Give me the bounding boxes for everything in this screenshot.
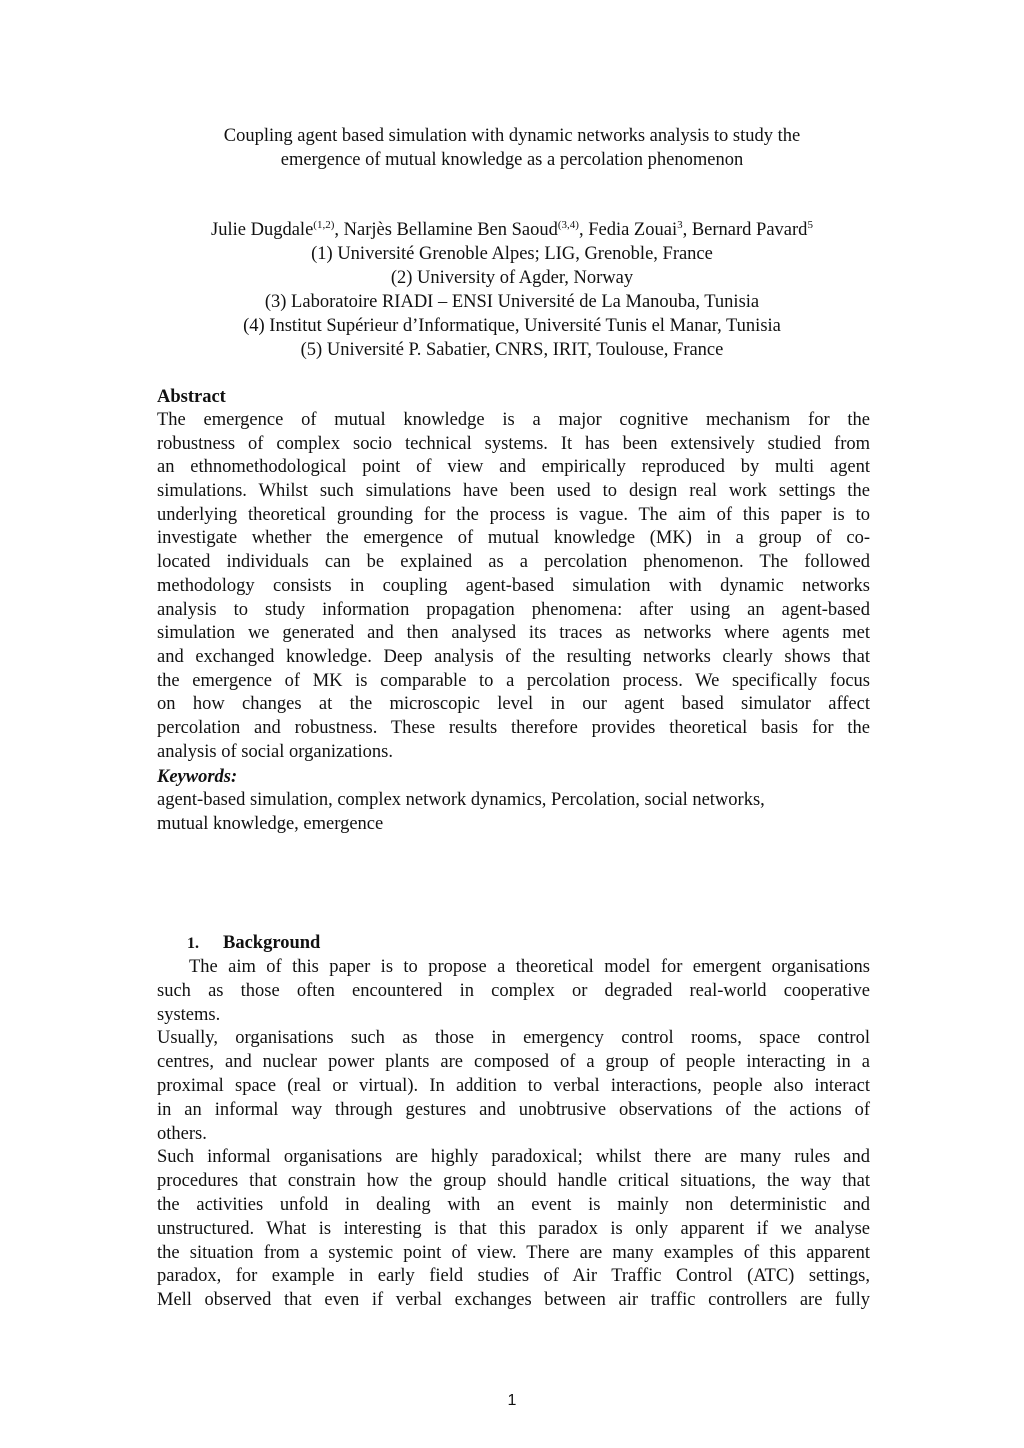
abstract-line: percolation and robustness. These results therefore provides theoretical basis for the (157, 717, 870, 738)
title-line-2: emergence of mutual knowledge as a percolation phenomenon (280, 150, 744, 170)
page-number: 1 (507, 1392, 517, 1409)
body-line: others. (157, 1123, 207, 1144)
abstract-line: located individuals can be explained as a percolation phenomenon. The followed (157, 552, 870, 573)
affiliation-4: (4) Institut Supérieur d’Informatique, Université Tunis el Manar, Tunisia (243, 316, 781, 336)
author-3: , Fedia Zouai (578, 220, 678, 240)
author-4: , Bernard Pavard (682, 220, 808, 240)
affiliation-2: (2) University of Agder, Norway (390, 268, 634, 288)
abstract-heading: Abstract (157, 387, 226, 407)
body-line: The aim of this paper is to propose a theoretical model for emergent organisations (189, 957, 870, 977)
author-block (120, 218, 904, 362)
body-line: proximal space (real or virtual). In addition to verbal interactions, people also interact (157, 1075, 870, 1096)
abstract-line: an ethnomethodological point of view and empirically reproduced by multi agent (157, 457, 870, 478)
author-4-affiliation: 5 (807, 218, 813, 231)
abstract-line: simulation we generated and then analysed its traces as networks where agents met (157, 623, 870, 644)
keywords-line: agent-based simulation, complex network dynamics, Percolation, social networks, (157, 790, 765, 810)
abstract-line: analysis of social organizations. (157, 741, 393, 762)
body-line: procedures that constrain how the group should handle critical situations, the way that (157, 1171, 870, 1192)
body-line: Such informal organisations are highly paradoxical; whilst there are many rules and (157, 1147, 870, 1168)
section-heading (187, 931, 320, 956)
abstract-line: robustness of complex socio technical systems. It has been extensively studied from (157, 433, 870, 454)
body-line: Usually, organisations such as those in emergency control rooms, space control (157, 1028, 870, 1049)
title-line-1: Coupling agent based simulation with dynamic networks analysis to study the (223, 126, 801, 146)
body-line: centres, and nuclear power plants are composed of a group of people interacting in a (157, 1052, 870, 1073)
keywords-heading: Keywords: (157, 767, 238, 787)
abstract-line: on how changes at the microscopic level in our agent based simulator affect (157, 694, 870, 715)
body-line: the situation from a systemic point of view. There are many examples of this apparent (157, 1242, 870, 1263)
abstract-line: methodology consists in coupling agent-based simulation with dynamic networks (157, 575, 870, 596)
abstract-line: analysis to study information propagation phenomena: after using an agent-based (157, 599, 870, 620)
author-list (120, 218, 904, 242)
keywords-line: mutual knowledge, emergence (157, 813, 384, 834)
abstract-line: the emergence of MK is comparable to a percolation process. We specifically focus (157, 670, 870, 691)
paper-title (150, 124, 874, 172)
section-body (157, 956, 870, 1313)
abstract-line: investigate whether the emergence of mutual knowledge (MK) in a group of co- (157, 528, 870, 549)
abstract-line: The emergence of mutual knowledge is a major cognitive mechanism for the (157, 410, 870, 430)
body-line: such as those often encountered in complex or degraded real-world cooperative (157, 980, 870, 1001)
body-line: the activities unfold in dealing with an event is mainly non deterministic and (157, 1194, 870, 1215)
body-line: unstructured. What is interesting is that this paradox is only apparent if we analyse (157, 1218, 870, 1239)
body-line: Mell observed that even if verbal exchanges between air traffic controllers are fully (157, 1290, 870, 1311)
section-number: 1. (187, 935, 199, 952)
abstract-line: underlying theoretical grounding for the process is vague. The aim of this paper is to (157, 504, 870, 525)
body-line: in an informal way through gestures and unobtrusive observations of the actions of (157, 1099, 870, 1120)
author-1-affiliation: (1,2) (313, 218, 335, 231)
author-1: Julie Dugdale (211, 220, 314, 240)
author-2: , Narjès Bellamine Ben Saoud (334, 220, 558, 240)
author-2-affiliation: (3,4) (557, 218, 579, 231)
body-line: systems. (157, 1004, 221, 1025)
keywords-text (157, 789, 870, 836)
affiliation-1: (1) Université Grenoble Alpes; LIG, Grenoble, France (311, 244, 713, 264)
section-title: Background (223, 933, 321, 953)
abstract-line: simulations. Whilst such simulations have been used to design real work settings the (157, 481, 870, 502)
abstract-line: and exchanged knowledge. Deep analysis of the resulting networks clearly shows that (157, 646, 870, 667)
body-line: paradox, for example in early field studies of Air Traffic Control (ATC) settings, (157, 1266, 870, 1287)
abstract-text (157, 409, 870, 764)
affiliation-5: (5) Université P. Sabatier, CNRS, IRIT, Toulouse, France (300, 340, 724, 360)
author-3-affiliation: 3 (677, 218, 683, 231)
affiliation-3: (3) Laboratoire RIADI – ENSI Université de La Manouba, Tunisia (264, 292, 760, 312)
